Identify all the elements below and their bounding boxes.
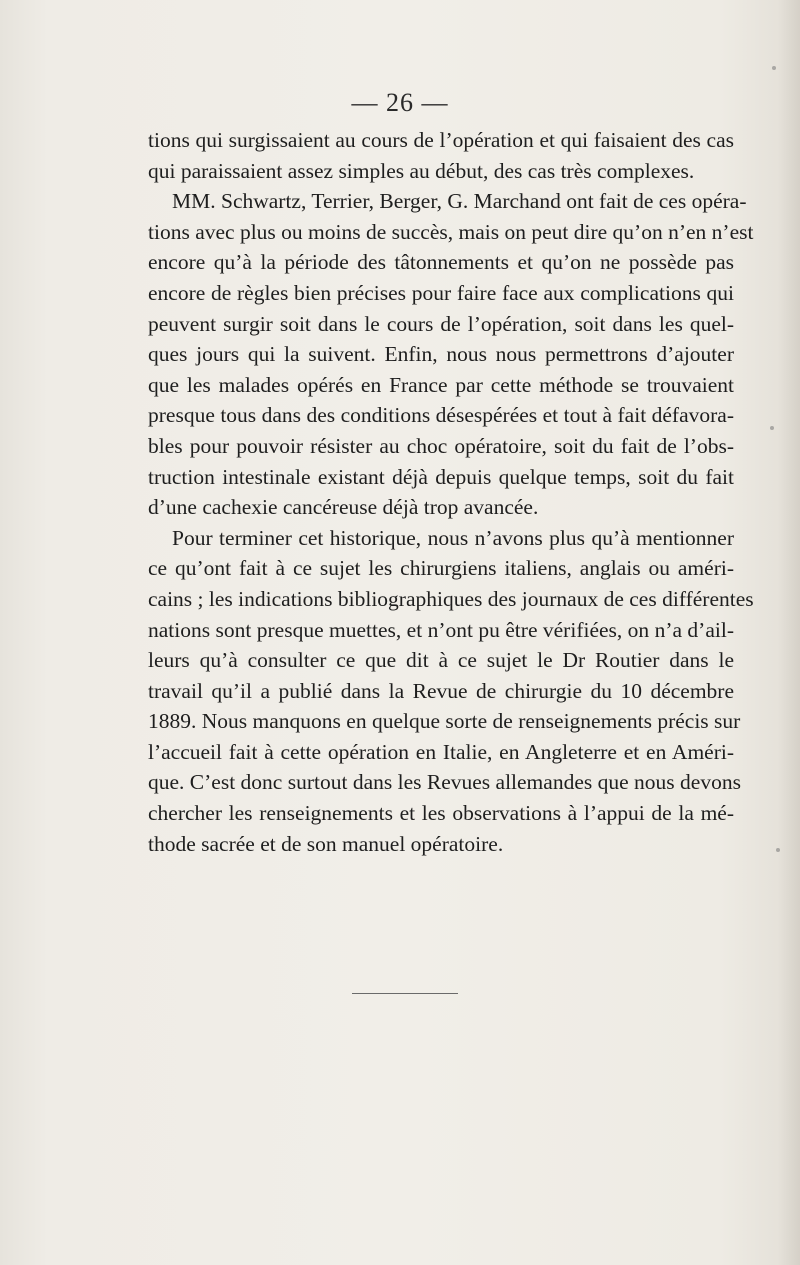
paper-speck	[770, 426, 774, 430]
footnote-rule	[352, 993, 458, 994]
text-line: 1889. Nous manquons en quelque sorte de renseignements précis sur	[148, 709, 741, 734]
text-line: tions avec plus ou moins de succès, mais on peut dire qu’on n’en n’est	[148, 219, 754, 244]
body-text	[148, 125, 754, 859]
page-number: — 26 —	[351, 88, 449, 117]
text-line: ques jours qui la suivent. Enfin, nous nous permettrons d’ajouter	[148, 342, 734, 367]
text-line: thode sacrée et de son manuel opératoire.	[148, 831, 504, 856]
text-line: nations sont presque muettes, et n’ont pu être vérifiées, on n’a d’ail-	[148, 617, 734, 642]
text-line: encore qu’à la période des tâtonnements et qu’on ne possède pas	[148, 250, 734, 275]
text-line: truction intestinale existant déjà depuis quelque temps, soit du fait	[148, 464, 734, 489]
text-line: MM. Schwartz, Terrier, Berger, G. Marchand ont fait de ces opéra-	[172, 189, 747, 214]
text-line: que. C’est donc surtout dans les Revues allemandes que nous devons	[148, 770, 741, 795]
text-line: peuvent surgir soit dans le cours de l’opération, soit dans les quel-	[148, 311, 734, 336]
text-line: leurs qu’à consulter ce que dit à ce sujet le Dr Routier dans le	[148, 648, 734, 673]
text-line: tions qui surgissaient au cours de l’opération et qui faisaient des cas	[148, 128, 734, 152]
text-line: bles pour pouvoir résister au choc opératoire, soit du fait de l’obs-	[148, 433, 734, 458]
text-line: ce qu’ont fait à ce sujet les chirurgiens italiens, anglais ou améri-	[148, 556, 734, 581]
text-line: Pour terminer cet historique, nous n’avons plus qu’à mentionner	[172, 525, 734, 550]
text-line: travail qu’il a publié dans la Revue de chirurgie du 10 décembre	[148, 678, 734, 703]
text-line: cains ; les indications bibliographiques des journaux de ces différentes	[148, 586, 754, 611]
text-line: presque tous dans des conditions désespérées et tout à fait défavora-	[148, 403, 734, 428]
page-edge-shadow	[778, 0, 800, 1265]
paper-speck	[772, 66, 776, 70]
text-line: chercher les renseignements et les observations à l’appui de la mé-	[148, 801, 734, 826]
text-line: l’accueil fait à cette opération en Italie, en Angleterre et en Améri-	[148, 739, 734, 764]
text-line: qui paraissaient assez simples au début, des cas très complexes.	[148, 158, 695, 183]
text-line: encore de règles bien précises pour faire face aux complications qui	[148, 280, 734, 305]
text-line: d’une cachexie cancéreuse déjà trop avancée.	[148, 495, 539, 520]
text-line: que les malades opérés en France par cette méthode se trouvaient	[148, 372, 734, 397]
